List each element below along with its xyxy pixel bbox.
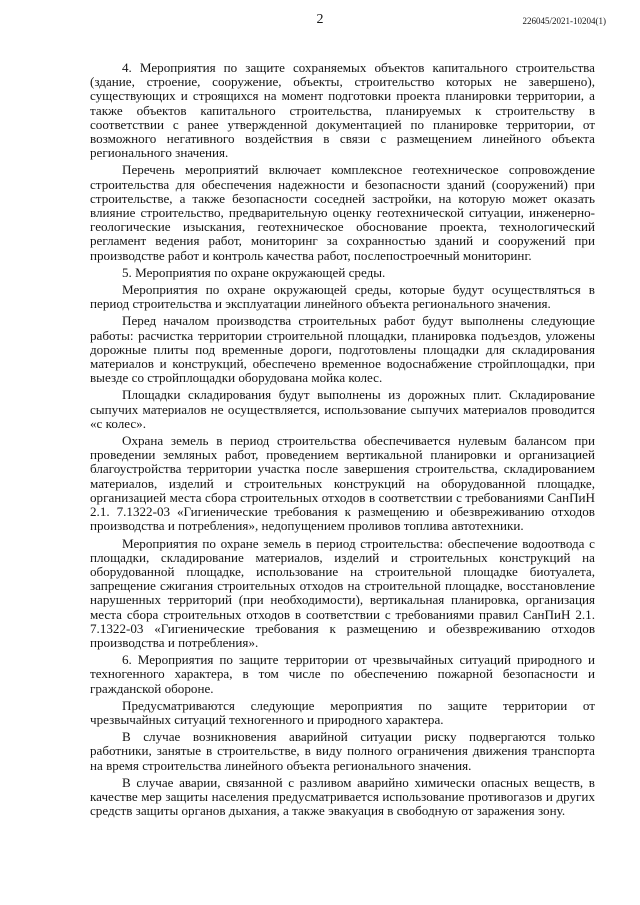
paragraph-preparatory-works: Перед началом производства строительных работ будут выполнены следующие работы: расчистка территории строительной площадки, планировка подъездов, уложены дорожные плиты под временные дороги, подготовлены площадки для складирования материалов и конструкций, обеспечено временное водоснабжение стройплощадки, при выезде со стройплощадки оборудована мойка колес.	[90, 313, 595, 386]
document-body	[90, 61, 595, 821]
paragraph-section-5-heading: 5. Мероприятия по охране окружающей среды.	[122, 264, 386, 280]
paragraph-storage-areas: Площадки складирования будут выполнены из дорожных плит. Складирование сыпучих материалов не осуществляется, использование сыпучих материалов проводится «с колес».	[90, 387, 595, 431]
document-reference-number: 226045/2021-10204(1)	[522, 16, 606, 26]
paragraph-emergency-measures: Предусматриваются следующие мероприятия по защите территории от чрезвычайных ситуаций техногенного и природного характера.	[90, 697, 595, 727]
paragraph-section-6-heading: 6. Мероприятия по защите территории от чрезвычайных ситуаций природного и техногенного характера, в том числе по обеспечению пожарной безопасности и гражданской обороне.	[90, 652, 595, 696]
paragraph-environmental-measures: Мероприятия по охране окружающей среды, которые будут осуществляться в период строительства и эксплуатации линейного объекта регионального значения.	[90, 282, 595, 312]
paragraph-land-protection: Охрана земель в период строительства обеспечивается нулевым балансом при проведении земляных работ, проведением вертикальной планировки и организацией благоустройства территории участка после завершения строительства, складированием материалов, изделий и строительных конструкций на оборудованной площадке, организацией места сбора строительных отходов в соответствии с требованиями СанПиН 2.1. 7.1322-03 «Гигиенические требования к размещению и обезвреживанию отходов производства и потребления», недопущением проливов топлива автотехники.	[90, 433, 595, 534]
paragraph-land-protection-measures: Мероприятия по охране земель в период строительства: обеспечение водоотвода с площадки, складирование материалов, изделий и строительных конструкций на оборудованной площадке, использование на строительной площадке биотуалета, запрещение сжигания строительных отходов на строительной площадке, восстановление нарушенных территорий (при необходимости), вертикальная планировка, организация места сбора строительных отходов в соответствии с требованиями правил СанПиН 2.1. 7.1322-03 «Гигиенические требования к размещению и обезвреживанию отходов производства и потребления».	[90, 535, 595, 650]
paragraph-emergency-risk: В случае возникновения аварийной ситуации риску подвергаются только работники, занятые в строительстве, в виду полного ограничения движения транспорта на время строительства линейного объекта регионального значения.	[90, 729, 595, 773]
page-number: 2	[316, 12, 324, 27]
paragraph-chemical-accident: В случае аварии, связанной с разливом аварийно химически опасных веществ, в качестве мер защиты населения предусматривается использование противогазов и других средств защиты органов дыхания, а также эвакуация в свободную от заражения зону.	[90, 774, 595, 819]
paragraph-section-4-heading: 4. Мероприятия по защите сохраняемых объектов капитального строительства (здание, строение, сооружение, объекты, строительство которых не завершено), существующих и строящихся на момент подготовки проекта планировки территории, а также объектов капитального строительства, планируемых к строительству в соответствии с ранее утвержденной документацией по планировке территории, от возможного негативного воздействия в связи с размещением линейного объекта регионального значения.	[90, 60, 595, 161]
paragraph-geotechnical-measures: Перечень мероприятий включает комплексное геотехническое сопровождение строительства для обеспечения надежности и безопасности зданий (сооружений) при строительстве, а также безопасности соседней застройки, на которую может оказать влияние строительство, предварительную оценку геотехнической ситуации, инженерно-геологические изыскания, геотехническое обоснование проекта, технологический регламент ведения работ, мониторинг за сохранностью зданий и сооружений при производстве работ и контроль качества работ, послепостроечный мониторинг.	[90, 162, 595, 263]
